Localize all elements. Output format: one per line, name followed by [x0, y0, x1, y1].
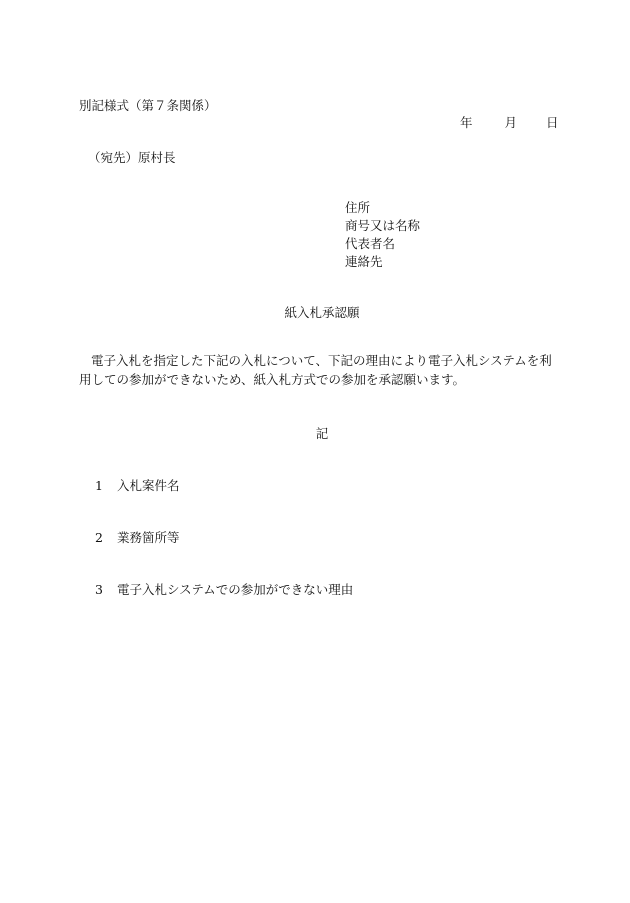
contact-label: 連絡先 [345, 254, 383, 269]
date-day-label: 日 [546, 115, 559, 130]
address-label: 住所 [345, 200, 371, 215]
company-name-label: 商号又は名称 [345, 218, 421, 233]
ki-heading: 記 [315, 426, 329, 441]
list-item [95, 476, 180, 494]
date-line [460, 113, 559, 131]
date-month-label: 月 [504, 115, 518, 130]
item-number: 2 [95, 530, 103, 545]
document-title: 紙入札承認願 [284, 305, 360, 320]
date-year-label: 年 [460, 115, 473, 130]
form-reference: 別記様式（第７条関係） [79, 98, 217, 113]
item-number: 3 [95, 582, 103, 597]
applicant-block [345, 199, 420, 271]
list-item [95, 580, 353, 598]
item-label: 入札案件名 [117, 478, 180, 493]
addressee: （宛先）原村長 [88, 150, 176, 165]
representative-label: 代表者名 [345, 236, 396, 251]
item-number: 1 [95, 478, 103, 493]
item-label: 業務箇所等 [117, 530, 180, 545]
list-item [95, 528, 180, 546]
item-label: 電子入札システムでの参加ができない理由 [117, 582, 354, 597]
body-paragraph: 電子入札を指定した下記の入札について、下記の理由により電子入札システムを利用しての参加ができないため、紙入札方式での参加を承認願います。 [79, 353, 552, 387]
